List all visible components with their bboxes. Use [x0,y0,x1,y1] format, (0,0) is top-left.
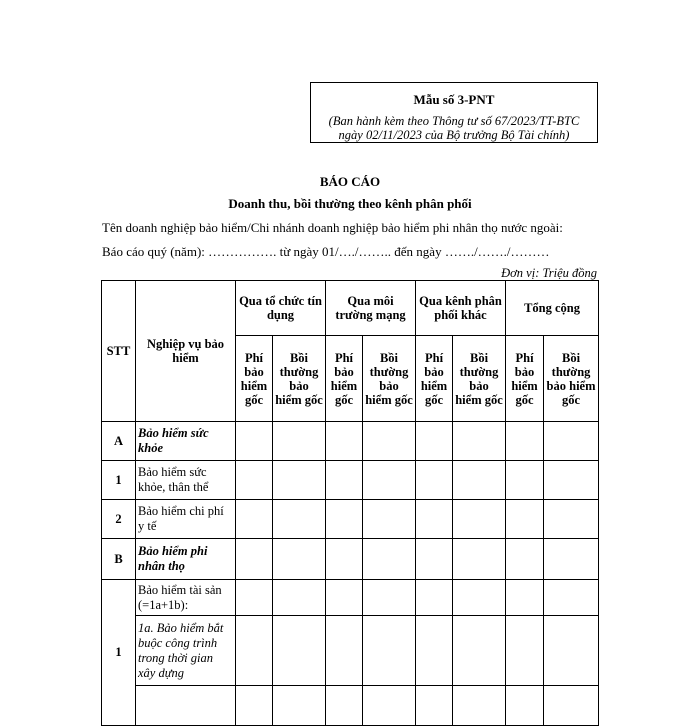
business-header: Nghiệp vụ bảo hiểm [136,281,236,422]
form-code-box [310,82,598,143]
table-row [102,580,599,616]
row-description: Bảo hiểm tài sản (=1a+1b): [136,580,236,616]
data-cell [506,616,544,686]
data-cell [236,580,273,616]
row-description [136,686,236,726]
claims-header: Bồi thường bảo hiểm gốc [273,336,326,422]
channel-header-total: Tổng cộng [506,281,599,336]
data-cell [363,616,416,686]
data-cell [273,422,326,461]
row-description: Bảo hiểm sức khỏe, thân thể [136,461,236,500]
row-description: Bảo hiểm sức khỏe [136,422,236,461]
claims-header: Bồi thường bảo hiểm gốc [544,336,599,422]
data-cell [273,616,326,686]
data-cell [416,686,453,726]
data-cell [326,616,363,686]
table-row [102,422,599,461]
row-stt: 1 [102,580,136,726]
data-cell [506,422,544,461]
data-cell [326,500,363,539]
row-description: Bảo hiểm phi nhân thọ [136,539,236,580]
data-cell [544,580,599,616]
data-cell [273,539,326,580]
data-cell [236,422,273,461]
data-cell [326,422,363,461]
data-cell [363,422,416,461]
data-cell [506,539,544,580]
data-cell [416,539,453,580]
data-cell [273,500,326,539]
report-subtitle: Doanh thu, bồi thường theo kênh phân phối [228,196,472,211]
data-cell [236,461,273,500]
data-cell [273,686,326,726]
data-cell [416,422,453,461]
report-title: BÁO CÁO [319,174,381,189]
report-table [101,280,599,726]
premium-header: Phí bảo hiểm gốc [506,336,544,422]
data-cell [506,500,544,539]
data-cell [363,580,416,616]
premium-header: Phí bảo hiểm gốc [236,336,273,422]
data-cell [416,500,453,539]
data-cell [236,500,273,539]
channel-header-online: Qua môi trường mạng [326,281,416,336]
claims-header: Bồi thường bảo hiểm gốc [453,336,506,422]
data-cell [506,686,544,726]
row-stt: B [102,539,136,580]
data-cell [363,461,416,500]
data-cell [363,686,416,726]
row-stt: 2 [102,500,136,539]
header-row-channels [102,281,599,336]
data-cell [544,539,599,580]
premium-header: Phí bảo hiểm gốc [416,336,453,422]
data-cell [236,686,273,726]
data-cell [326,461,363,500]
data-cell [453,539,506,580]
table-row [102,616,599,686]
data-cell [363,500,416,539]
data-cell [416,580,453,616]
claims-header: Bồi thường bảo hiểm gốc [363,336,416,422]
channel-header-other: Qua kênh phân phối khác [416,281,506,336]
data-cell [453,461,506,500]
table-row [102,686,599,726]
data-cell [453,580,506,616]
data-cell [544,686,599,726]
table-row [102,500,599,539]
row-description: 1a. Bảo hiểm bắt buộc công trình trong thời gian xây dựng [136,616,236,686]
form-issued-line-2: ngày 02/11/2023 của Bộ trưởng Bộ Tài chính) [338,128,570,142]
premium-header: Phí bảo hiểm gốc [326,336,363,422]
stt-header: STT [102,281,136,422]
data-cell [326,686,363,726]
data-cell [453,422,506,461]
form-issued-note [311,114,597,142]
data-cell [416,616,453,686]
data-cell [273,461,326,500]
data-cell [273,580,326,616]
unit-label: Đơn vị: Triệu đồng [501,266,597,280]
data-cell [506,580,544,616]
form-code: Mẫu số 3-PNT [413,92,495,107]
data-cell [453,616,506,686]
data-cell [544,616,599,686]
table-row [102,539,599,580]
data-cell [453,500,506,539]
table-row [102,461,599,500]
row-description: Bảo hiểm chi phí y tế [136,500,236,539]
period-line: Báo cáo quý (năm): ……………. từ ngày 01/…./…….. đến ngày ……./……./……… [102,244,550,259]
data-cell [326,539,363,580]
enterprise-line: Tên doanh nghiệp bảo hiểm/Chi nhánh doanh nghiệp bảo hiểm phi nhân thọ nước ngoài: [102,220,563,235]
data-cell [236,616,273,686]
channel-header-credit: Qua tổ chức tín dụng [236,281,326,336]
data-cell [506,461,544,500]
data-cell [453,686,506,726]
form-issued-line-1: (Ban hành kèm theo Thông tư số 67/2023/TT-BTC [328,114,580,128]
row-stt: 1 [102,461,136,500]
data-cell [326,580,363,616]
data-cell [544,461,599,500]
data-cell [544,500,599,539]
data-cell [416,461,453,500]
data-cell [544,422,599,461]
row-stt: A [102,422,136,461]
data-cell [236,539,273,580]
data-cell [363,539,416,580]
